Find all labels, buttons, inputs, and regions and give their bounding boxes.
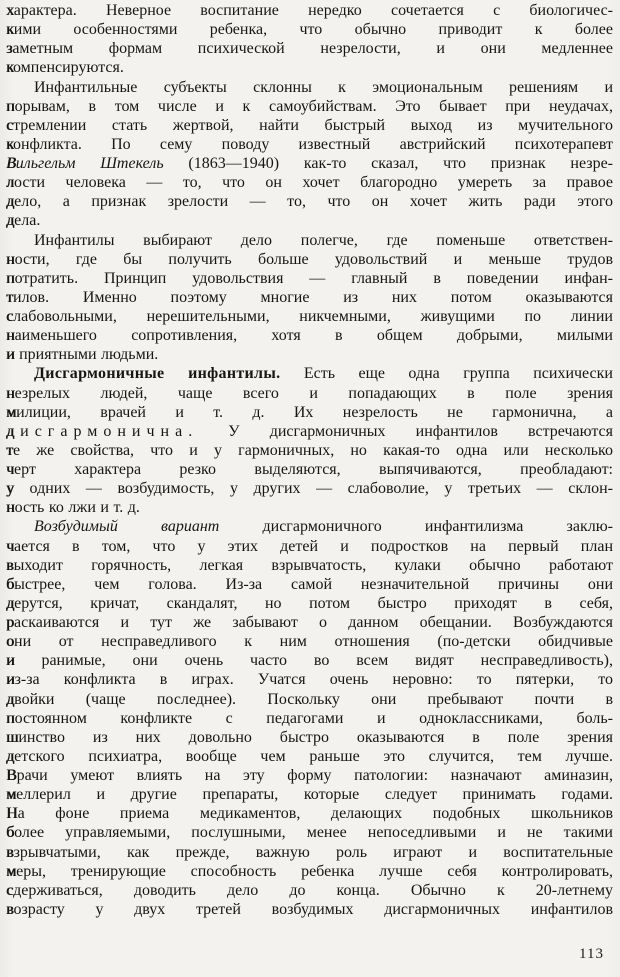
text-line	[6, 326, 613, 345]
text-line	[6, 498, 613, 517]
text-segment-regular: дело, а признак зрелости — то, что он хочет жить ради этого	[6, 193, 613, 211]
text-segment-spaced: дисгармонична.	[6, 422, 199, 440]
text-segment-regular: шинство из них довольно быстро оказываются в поле зрения	[6, 728, 613, 746]
text-segment-regular: милиции, врачей и т. д. Их незрелость не гармонична, а	[6, 403, 613, 421]
text-segment-regular: стремлении стать жертвой, найти быстрый выход из мучительного	[6, 116, 613, 134]
text-line	[6, 766, 613, 785]
text-segment-regular: наименьшего сопротивления, хотя в общем добрыми, милыми	[6, 327, 613, 345]
text-line	[6, 632, 613, 651]
text-segment-regular: взрывчатыми, как прежде, важную роль играют и воспитательные	[6, 843, 613, 861]
text-segment-italic: Возбудимый вариант	[34, 518, 220, 536]
text-segment-regular: дерутся, кричат, скандалят, но потом быстро приходят в себя,	[6, 594, 613, 612]
text-line	[6, 747, 613, 766]
text-segment-regular: из-за конфликта в играх. Учатся очень неровно: то пятерки, то	[6, 671, 613, 689]
text-segment-regular: черт характера резко выделяются, выпячиваются, преобладают:	[6, 461, 613, 478]
text-segment-regular: постоянном конфликте с педагогами и одноклассниками, боль-	[6, 709, 613, 727]
text-line	[6, 575, 613, 594]
text-segment-regular: двойки (чаще последнее). Поскольку они пребывают почти в	[6, 690, 613, 708]
text-line	[6, 345, 613, 364]
text-line	[6, 556, 613, 575]
text-segment-regular: быстрее, чем голова. Из-за самой незначительной причины они	[6, 575, 613, 593]
text-segment-regular: конфликта. По сему поводу известный австрийский психотерапевт	[6, 135, 613, 153]
text-segment-regular: дела.	[6, 212, 41, 230]
text-line	[6, 173, 613, 192]
text-segment-regular: У дисгармоничных инфантилов встречаются	[198, 422, 613, 440]
text-segment-regular: ность ко лжи и т. д.	[6, 499, 140, 517]
text-segment-regular: дисгармоничного инфантилизма заклю-	[219, 518, 613, 536]
text-segment-italic: Вильгельм Штекель	[6, 155, 164, 172]
text-segment-regular: Врачи умеют влиять на эту форму патологии: назначают аминазин,	[6, 767, 613, 784]
text-line	[6, 823, 613, 842]
text-line	[6, 900, 613, 919]
text-line	[6, 785, 613, 804]
text-segment-regular: меллерил и другие препараты, которые следует принимать годами.	[6, 786, 613, 804]
text-segment-regular: выходит горячность, легкая взрывчатость, кулаки обычно работают	[6, 556, 613, 574]
text-line	[6, 269, 613, 288]
text-segment-regular: возрасту у двух третей возбудимых дисгармоничных инфантилов	[6, 900, 613, 918]
text-line	[6, 20, 613, 39]
text-segment-regular: Инфантильные субъекты склонны к эмоциональным решениям и	[34, 78, 613, 96]
text-segment-regular: порывам, в том числе и к самоубийствам. Это бывает при неудачах,	[6, 97, 613, 115]
text-line	[6, 384, 613, 403]
text-segment-regular: заметным формам психической незрелости, и они медленнее	[6, 40, 613, 58]
text-segment-regular: у одних — возбудимость, у других — слабоволие, у третьих — склон-	[6, 480, 613, 498]
text-line	[6, 231, 613, 250]
text-segment-regular: кими особенностями ребенка, что обычно приводит к более	[6, 21, 613, 39]
text-line	[6, 288, 613, 307]
text-line	[6, 441, 613, 460]
text-segment-regular: слабовольными, нерешительными, никчемными, живущими по линии	[6, 308, 613, 325]
text-line	[6, 116, 613, 135]
text-line	[6, 613, 613, 632]
text-segment-regular: лости человека — то, что он хочет благородно умереть за правое	[6, 174, 613, 192]
text-line	[6, 804, 613, 823]
text-line	[6, 594, 613, 613]
text-segment-regular: те же свойства, что и у гармоничных, но какая-то одна или несколько	[6, 441, 613, 459]
text-segment-regular: чается в том, что у этих детей и подростков на первый план	[6, 537, 613, 555]
page-number: 113	[579, 946, 604, 962]
text-segment-bold: Дисгармоничные инфантилы.	[34, 365, 281, 383]
text-line	[6, 862, 613, 881]
text-segment-regular: и приятными людьми.	[6, 346, 159, 364]
text-line	[6, 670, 613, 689]
text-line	[6, 517, 613, 536]
text-line	[6, 690, 613, 709]
text-line	[6, 78, 613, 97]
text-line	[6, 881, 613, 900]
text-line	[6, 250, 613, 269]
text-line	[6, 211, 613, 230]
text-segment-regular: незрелых людей, чаще всего и попадающих в поле зрения	[6, 384, 613, 402]
text-line	[6, 709, 613, 728]
text-line	[6, 537, 613, 556]
text-segment-regular: сдерживаться, доводить дело до конца. Обычно к 20-летнему	[6, 881, 613, 899]
text-line	[6, 479, 613, 498]
text-segment-regular: они от несправедливого к ним отношения (по-детски обидчивые	[6, 633, 613, 651]
text-line	[6, 154, 613, 173]
text-line	[6, 97, 613, 116]
text-segment-regular: ности, где бы получить больше удовольствий и меньше трудов	[6, 250, 613, 268]
text-segment-regular: На фоне приема медикаментов, делающих подобных школьников	[6, 805, 613, 823]
text-segment-regular: раскаиваются и тут же забывают о данном обещании. Возбуждаются	[6, 614, 613, 631]
text-line	[6, 39, 613, 58]
text-segment-regular: и ранимые, они очень часто во всем видят несправедливость),	[6, 652, 613, 670]
text-segment-regular: более управляемыми, послушными, менее непоседливыми и не такими	[6, 824, 613, 842]
text-segment-regular: характера. Неверное воспитание нередко сочетается с биологичес-	[6, 2, 613, 19]
text-line	[6, 1, 613, 20]
text-line	[6, 307, 613, 326]
text-segment-regular: тилов. Именно поэтому многие из них потом оказываются	[6, 288, 613, 306]
text-line	[6, 728, 613, 747]
text-segment-regular: детского психиатра, вообще чем раньше это случится, тем лучше.	[6, 747, 613, 765]
text-line	[6, 135, 613, 154]
text-line	[6, 843, 613, 862]
text-line	[6, 364, 613, 383]
text-segment-regular: Есть еще одна группа психически	[280, 365, 613, 383]
text-line	[6, 403, 613, 422]
text-segment-regular: Инфантилы выбирают дело полегче, где поменьше ответствен-	[34, 231, 613, 249]
text-segment-regular: (1863—1940) как-то сказал, что признак незре-	[163, 155, 613, 172]
text-line	[6, 192, 613, 211]
text-segment-regular: меры, тренирующие способность ребенка лучше себя контролировать,	[6, 862, 613, 880]
text-line	[6, 460, 613, 479]
text-segment-regular: потратить. Принцип удовольствия — главный в поведении инфан-	[6, 269, 613, 287]
text-line	[6, 651, 613, 670]
body-text	[6, 1, 613, 919]
text-line	[6, 422, 613, 441]
text-segment-regular: компенсируются.	[6, 59, 124, 77]
text-line	[6, 58, 613, 77]
